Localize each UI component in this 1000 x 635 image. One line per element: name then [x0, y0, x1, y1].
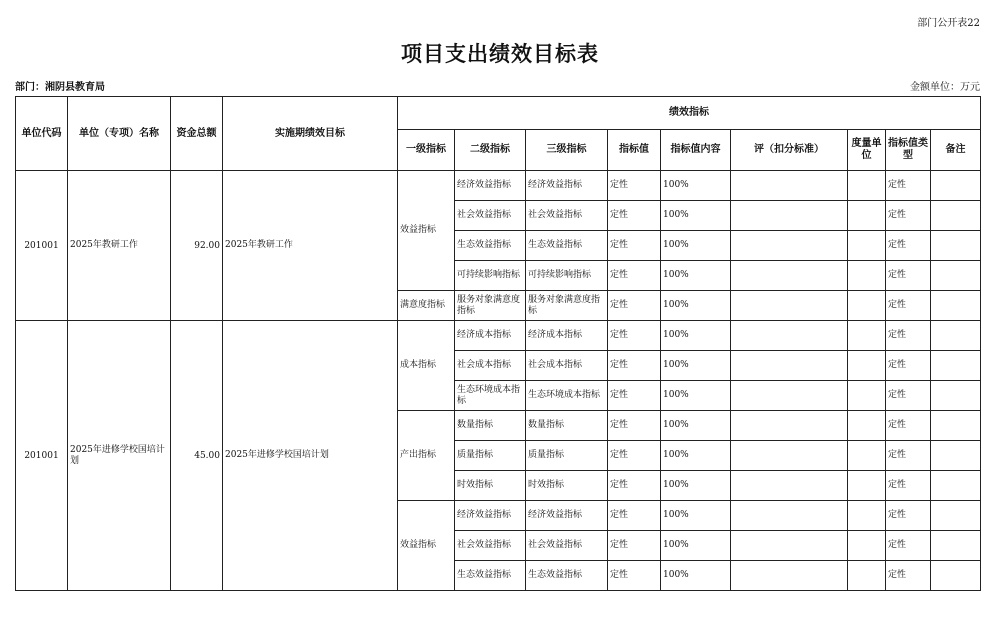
- measure-unit-cell: [848, 501, 886, 531]
- level2-cell: 生态效益指标: [455, 231, 526, 261]
- value-cell: 定性: [608, 261, 661, 291]
- measure-unit-cell: [848, 411, 886, 441]
- header-goal: 实施期绩效目标: [223, 97, 398, 171]
- remark-cell: [931, 291, 981, 321]
- level3-cell: 生态效益指标: [526, 231, 608, 261]
- level2-cell: 生态效益指标: [455, 561, 526, 591]
- level2-cell: 社会成本指标: [455, 351, 526, 381]
- value-type-cell: 定性: [886, 231, 931, 261]
- value-content-cell: 100%: [661, 411, 731, 441]
- department-label: 部门：湘阴县教育局: [15, 82, 105, 93]
- remark-cell: [931, 231, 981, 261]
- level2-cell: 经济效益指标: [455, 501, 526, 531]
- header-measure-unit: 度量单位: [848, 130, 886, 171]
- value-type-cell: 定性: [886, 411, 931, 441]
- level2-cell: 可持续影响指标: [455, 261, 526, 291]
- header-scoring: 评（扣分标准）: [731, 130, 848, 171]
- level2-cell: 经济成本指标: [455, 321, 526, 351]
- measure-unit-cell: [848, 261, 886, 291]
- level1-cell: 效益指标: [398, 171, 455, 291]
- value-cell: 定性: [608, 231, 661, 261]
- measure-unit-cell: [848, 441, 886, 471]
- scoring-cell: [731, 441, 848, 471]
- remark-cell: [931, 531, 981, 561]
- level3-cell: 经济成本指标: [526, 321, 608, 351]
- level1-cell: 满意度指标: [398, 291, 455, 321]
- value-type-cell: 定性: [886, 561, 931, 591]
- remark-cell: [931, 471, 981, 501]
- level3-cell: 社会效益指标: [526, 531, 608, 561]
- unit-name-cell: 2025年教研工作: [68, 171, 171, 321]
- level3-cell: 生态环境成本指标: [526, 381, 608, 411]
- value-content-cell: 100%: [661, 171, 731, 201]
- value-content-cell: 100%: [661, 441, 731, 471]
- value-type-cell: 定性: [886, 261, 931, 291]
- header-level1: 一级指标: [398, 130, 455, 171]
- table-row: [16, 171, 981, 201]
- header-total-funds: 资金总额: [171, 97, 223, 171]
- scoring-cell: [731, 291, 848, 321]
- header-level3: 三级指标: [526, 130, 608, 171]
- level2-cell: 时效指标: [455, 471, 526, 501]
- value-type-cell: 定性: [886, 531, 931, 561]
- table-row: [16, 321, 981, 351]
- value-cell: 定性: [608, 291, 661, 321]
- header-value-content: 指标值内容: [661, 130, 731, 171]
- value-content-cell: 100%: [661, 201, 731, 231]
- remark-cell: [931, 351, 981, 381]
- scoring-cell: [731, 321, 848, 351]
- value-type-cell: 定性: [886, 351, 931, 381]
- level3-cell: 时效指标: [526, 471, 608, 501]
- value-cell: 定性: [608, 471, 661, 501]
- scoring-cell: [731, 261, 848, 291]
- remark-cell: [931, 561, 981, 591]
- remark-cell: [931, 261, 981, 291]
- level2-cell: 数量指标: [455, 411, 526, 441]
- remark-cell: [931, 171, 981, 201]
- value-type-cell: 定性: [886, 471, 931, 501]
- unit-code-cell: 201001: [16, 171, 68, 321]
- page-title: 项目支出绩效目标表: [401, 41, 599, 66]
- measure-unit-cell: [848, 201, 886, 231]
- measure-unit-cell: [848, 561, 886, 591]
- header-indicators: 绩效指标: [398, 97, 981, 130]
- level2-cell: 社会效益指标: [455, 531, 526, 561]
- value-type-cell: 定性: [886, 501, 931, 531]
- level3-cell: 质量指标: [526, 441, 608, 471]
- value-cell: 定性: [608, 531, 661, 561]
- value-type-cell: 定性: [886, 321, 931, 351]
- scoring-cell: [731, 171, 848, 201]
- value-content-cell: 100%: [661, 501, 731, 531]
- value-cell: 定性: [608, 321, 661, 351]
- goal-cell: 2025年进修学校国培计划: [223, 321, 398, 591]
- remark-cell: [931, 441, 981, 471]
- scoring-cell: [731, 471, 848, 501]
- value-cell: 定性: [608, 441, 661, 471]
- scoring-cell: [731, 201, 848, 231]
- value-cell: 定性: [608, 381, 661, 411]
- remark-cell: [931, 411, 981, 441]
- value-cell: 定性: [608, 201, 661, 231]
- level2-cell: 质量指标: [455, 441, 526, 471]
- level3-cell: 生态效益指标: [526, 561, 608, 591]
- level2-cell: 服务对象满意度指标: [455, 291, 526, 321]
- scoring-cell: [731, 531, 848, 561]
- level3-cell: 社会效益指标: [526, 201, 608, 231]
- value-content-cell: 100%: [661, 531, 731, 561]
- value-content-cell: 100%: [661, 321, 731, 351]
- remark-cell: [931, 381, 981, 411]
- measure-unit-cell: [848, 321, 886, 351]
- header-unit-name: 单位（专项）名称: [68, 97, 171, 171]
- measure-unit-cell: [848, 231, 886, 261]
- level3-cell: 经济效益指标: [526, 501, 608, 531]
- scoring-cell: [731, 351, 848, 381]
- level3-cell: 经济效益指标: [526, 171, 608, 201]
- value-type-cell: 定性: [886, 201, 931, 231]
- remark-cell: [931, 321, 981, 351]
- goal-cell: 2025年教研工作: [223, 171, 398, 321]
- value-cell: 定性: [608, 171, 661, 201]
- level3-cell: 数量指标: [526, 411, 608, 441]
- measure-unit-cell: [848, 471, 886, 501]
- header-value: 指标值: [608, 130, 661, 171]
- value-cell: 定性: [608, 501, 661, 531]
- value-type-cell: 定性: [886, 381, 931, 411]
- value-cell: 定性: [608, 411, 661, 441]
- value-cell: 定性: [608, 561, 661, 591]
- measure-unit-cell: [848, 291, 886, 321]
- level1-cell: 成本指标: [398, 321, 455, 411]
- level2-cell: 经济效益指标: [455, 171, 526, 201]
- measure-unit-cell: [848, 531, 886, 561]
- scoring-cell: [731, 501, 848, 531]
- value-type-cell: 定性: [886, 441, 931, 471]
- measure-unit-cell: [848, 171, 886, 201]
- value-content-cell: 100%: [661, 291, 731, 321]
- scoring-cell: [731, 231, 848, 261]
- value-type-cell: 定性: [886, 171, 931, 201]
- level3-cell: 服务对象满意度指标: [526, 291, 608, 321]
- value-cell: 定性: [608, 351, 661, 381]
- header-remark: 备注: [931, 130, 981, 171]
- scoring-cell: [731, 381, 848, 411]
- level1-cell: 产出指标: [398, 411, 455, 501]
- level3-cell: 可持续影响指标: [526, 261, 608, 291]
- performance-goals-table: [15, 96, 981, 591]
- value-content-cell: 100%: [661, 231, 731, 261]
- table-body: [16, 171, 981, 591]
- header-value-type: 指标值类型: [886, 130, 931, 171]
- level1-cell: 效益指标: [398, 501, 455, 591]
- header-level2: 二级指标: [455, 130, 526, 171]
- remark-cell: [931, 501, 981, 531]
- value-type-cell: 定性: [886, 291, 931, 321]
- amount-unit-label: 金额单位：万元: [910, 82, 980, 93]
- scoring-cell: [731, 561, 848, 591]
- level2-cell: 生态环境成本指标: [455, 381, 526, 411]
- level2-cell: 社会效益指标: [455, 201, 526, 231]
- amount-cell: 45.00: [171, 321, 223, 591]
- unit-name-cell: 2025年进修学校国培计划: [68, 321, 171, 591]
- measure-unit-cell: [848, 351, 886, 381]
- amount-cell: 92.00: [171, 171, 223, 321]
- value-content-cell: 100%: [661, 351, 731, 381]
- value-content-cell: 100%: [661, 471, 731, 501]
- header-unit-code: 单位代码: [16, 97, 68, 171]
- value-content-cell: 100%: [661, 381, 731, 411]
- remark-cell: [931, 201, 981, 231]
- form-number: 部门公开表22: [917, 18, 980, 29]
- level3-cell: 社会成本指标: [526, 351, 608, 381]
- value-content-cell: 100%: [661, 261, 731, 291]
- measure-unit-cell: [848, 381, 886, 411]
- value-content-cell: 100%: [661, 561, 731, 591]
- scoring-cell: [731, 411, 848, 441]
- unit-code-cell: 201001: [16, 321, 68, 591]
